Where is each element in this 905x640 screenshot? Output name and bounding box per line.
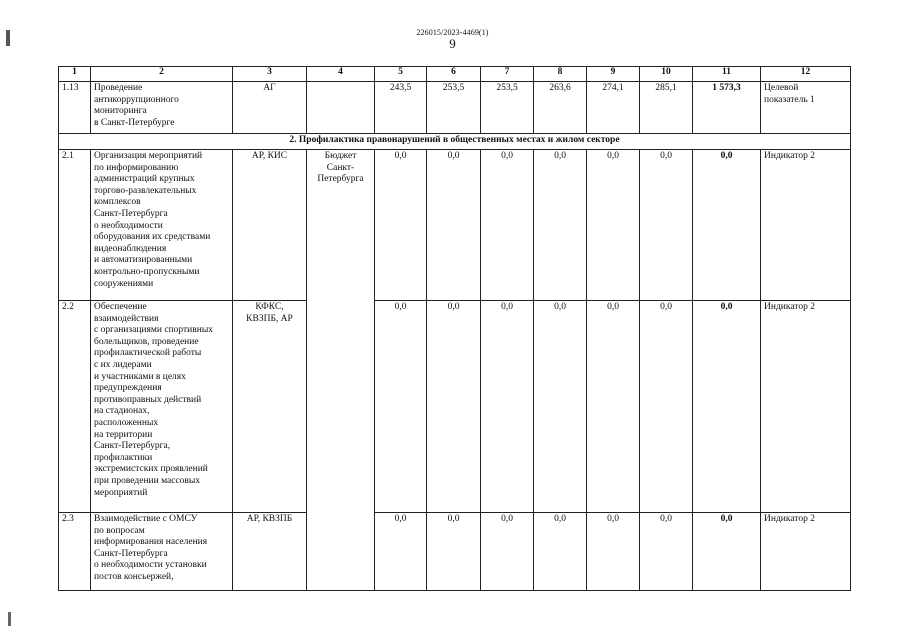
column-header: 6 (427, 67, 481, 82)
value-cell: 253,5 (481, 82, 534, 134)
value-cell: 285,1 (640, 82, 693, 134)
column-header: 5 (375, 67, 427, 82)
activity-description: Организация мероприятий по информированию администраций крупных торгово-развлекательных комплексов Санкт-Петербурга о необходимости оборудования их средствами видеонаблюдения и автоматизированными контрольно-пропускными сооружениями (91, 150, 233, 301)
value-cell: 0,0 (640, 301, 693, 513)
column-header: 3 (233, 67, 307, 82)
result-indicator: Индикатор 2 (761, 513, 851, 591)
total-cell: 0,0 (693, 301, 761, 513)
table-row (59, 513, 851, 591)
row-number: 2.3 (59, 513, 91, 591)
result-indicator: Целевой показатель 1 (761, 82, 851, 134)
value-cell: 243,5 (375, 82, 427, 134)
activity-description-cell (91, 513, 233, 591)
total-cell: 0,0 (693, 150, 761, 301)
activity-description: Проведение антикоррупционного мониторинга в Санкт-Петербурге (91, 82, 233, 134)
section-heading-row (59, 134, 851, 150)
page-number: 9 (449, 36, 456, 51)
column-header: 11 (693, 67, 761, 82)
column-header: 1 (59, 67, 91, 82)
value-cell: 0,0 (534, 150, 587, 301)
result-indicator: Индикатор 2 (761, 301, 851, 513)
total-cell: 1 573,3 (693, 82, 761, 134)
value-cell: 0,0 (587, 150, 640, 301)
value-cell: 0,0 (481, 150, 534, 301)
value-cell: 0,0 (481, 513, 534, 591)
result-indicator: Индикатор 2 (761, 150, 851, 301)
column-header: 8 (534, 67, 587, 82)
activity-description: Обеспечение взаимодействия с организациями спортивных болельщиков, проведение профилактической работы с их лидерами и участниками в целях предупреждения противоправных действий на стадионах, расположенных на территории Санкт-Петербурга, профилактики экстремистских проявлений при проведении массовых мероприятий (91, 301, 233, 513)
table-row (59, 82, 851, 134)
value-cell: 263,6 (534, 82, 587, 134)
column-numbers-row (59, 67, 851, 82)
value-cell: 0,0 (427, 150, 481, 301)
value-cell: 0,0 (587, 513, 640, 591)
table-row (59, 150, 851, 301)
value-cell: 274,1 (587, 82, 640, 134)
value-cell: 0,0 (640, 150, 693, 301)
row-number: 1.13 (59, 82, 91, 134)
executor: АГ (233, 82, 307, 134)
value-cell: 0,0 (375, 150, 427, 301)
row-number: 2.2 (59, 301, 91, 513)
value-cell: 0,0 (427, 301, 481, 513)
section-title: 2. Профилактика правонарушений в общественных местах и жилом секторе (59, 134, 851, 150)
column-header: 9 (587, 67, 640, 82)
total-cell: 0,0 (693, 513, 761, 591)
value-cell: 0,0 (375, 513, 427, 591)
document-id: 226015/2023-4469(1) (416, 28, 489, 37)
activity-description: Взаимодействие с ОМСУ по вопросам информирования населения Санкт-Петербурга о необходимости установки постов консьержей, (94, 514, 208, 582)
funding-source (307, 82, 375, 134)
program-table (58, 66, 851, 591)
table-row (59, 301, 851, 513)
executor: АР, КИС (233, 150, 307, 301)
column-header: 2 (91, 67, 233, 82)
value-cell: 0,0 (534, 301, 587, 513)
funding-source: Бюджет Санкт- Петербурга (307, 150, 375, 591)
page-header (0, 28, 905, 50)
value-cell: 0,0 (640, 513, 693, 591)
value-cell: 0,0 (375, 301, 427, 513)
executor: АР, КВЗПБ (233, 513, 307, 591)
value-cell: 0,0 (587, 301, 640, 513)
value-cell: 0,0 (427, 513, 481, 591)
value-cell: 0,0 (534, 513, 587, 591)
column-header: 4 (307, 67, 375, 82)
column-header: 10 (640, 67, 693, 82)
column-header: 7 (481, 67, 534, 82)
scan-mark (8, 612, 11, 626)
value-cell: 253,5 (427, 82, 481, 134)
value-cell: 0,0 (481, 301, 534, 513)
row-number: 2.1 (59, 150, 91, 301)
executor: КФКС, КВЗПБ, АР (233, 301, 307, 513)
column-header: 12 (761, 67, 851, 82)
